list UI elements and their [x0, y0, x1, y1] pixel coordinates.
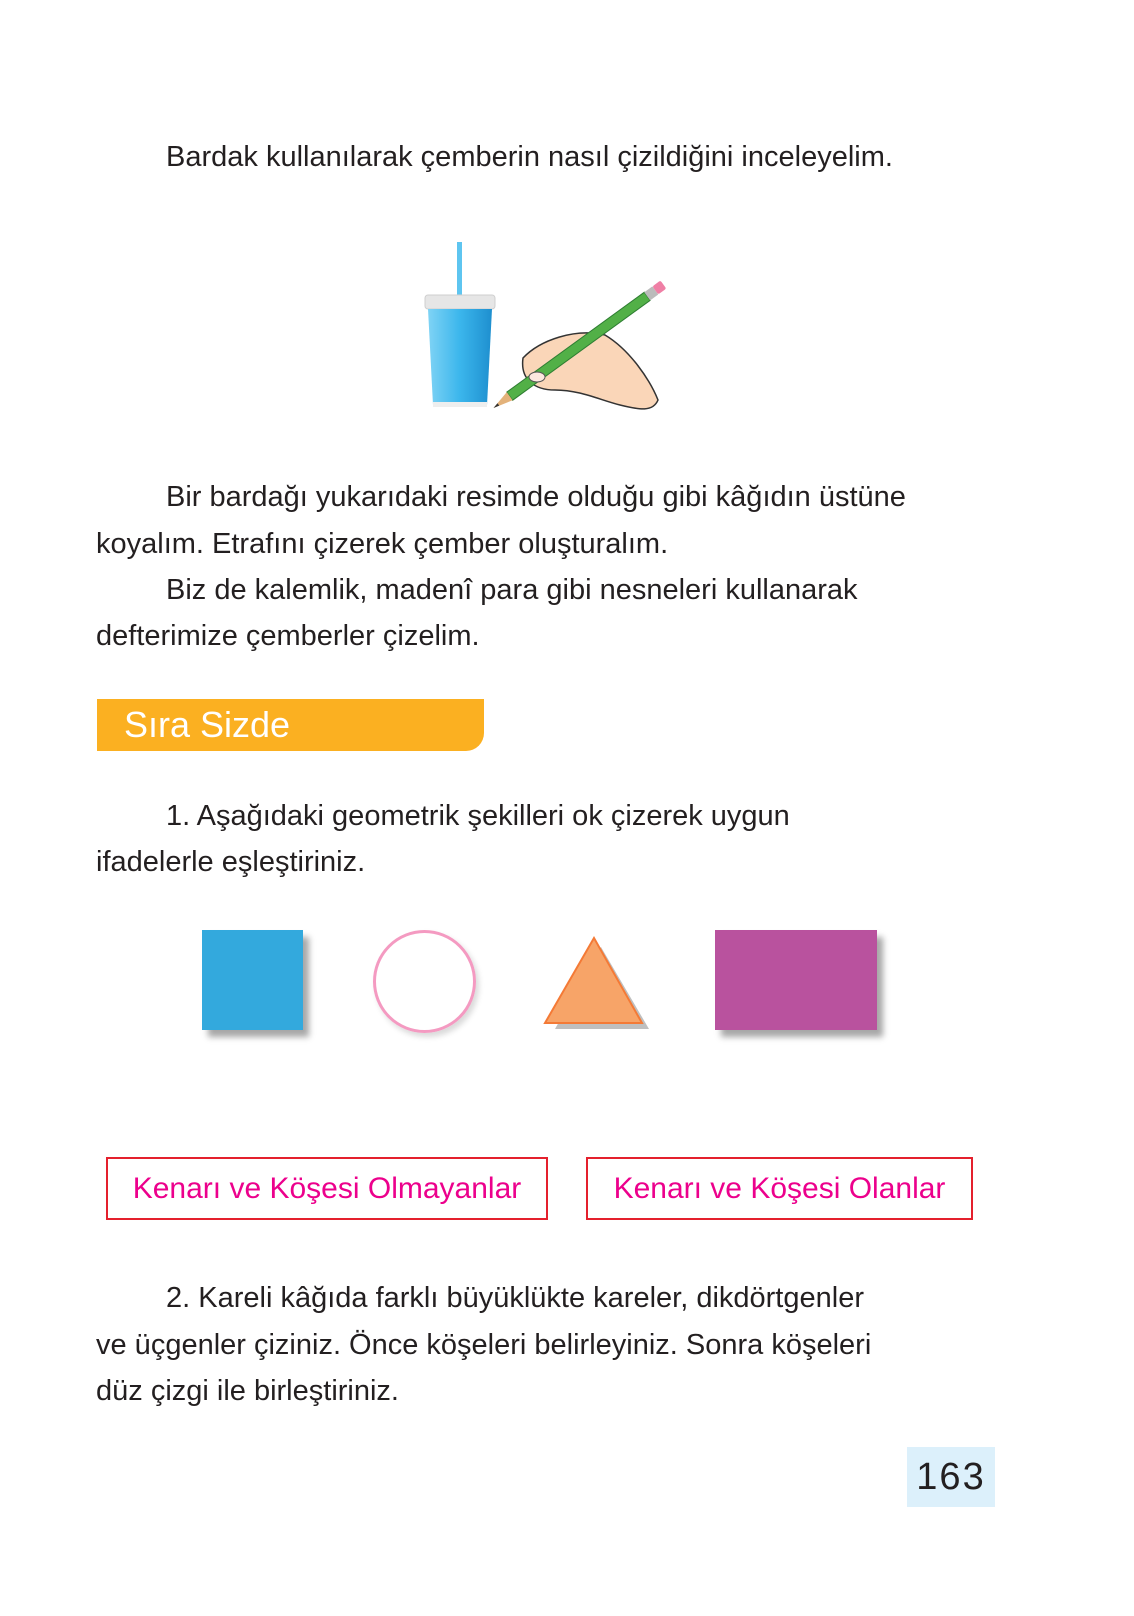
rectangle-shape — [715, 930, 877, 1030]
page-number: 163 — [907, 1447, 995, 1507]
answer-box-no-edges: Kenarı ve Köşesi Olmayanlar — [106, 1157, 548, 1220]
paragraph1-line1: Bir bardağı yukarıdaki resimde olduğu gibi kâğıdın üstüne — [166, 481, 906, 513]
paragraph1-line2: koyalım. Etrafını çizerek çember oluşturalım. — [96, 528, 669, 560]
question2-line3: düz çizgi ile birleştiriniz. — [96, 1375, 399, 1407]
answer-box-with-edges: Kenarı ve Köşesi Olanlar — [586, 1157, 973, 1220]
cup-and-pencil-illustration — [415, 240, 675, 420]
question1-line2: ifadelerle eşleştiriniz. — [96, 846, 366, 878]
triangle-shape — [540, 932, 655, 1037]
paragraph2-line1: Biz de kalemlik, madenî para gibi nesneleri kullanarak — [166, 574, 858, 606]
question2-line2: ve üçgenler çiziniz. Önce köşeleri belirleyiniz. Sonra köşeleri — [96, 1329, 872, 1361]
cup-lid-icon — [425, 295, 495, 309]
straw-icon — [457, 242, 462, 298]
section-title: Sıra Sizde — [124, 704, 291, 745]
cup-icon — [428, 309, 492, 405]
question2-line1: 2. Kareli kâğıda farklı büyüklükte kareler, dikdörtgenler — [166, 1282, 864, 1314]
section-banner — [97, 699, 484, 751]
question1-line1: 1. Aşağıdaki geometrik şekilleri ok çizerek uygun — [166, 800, 790, 832]
square-shape — [202, 930, 303, 1030]
circle-shape — [373, 930, 476, 1033]
paragraph2-line2: defterimize çemberler çizelim. — [96, 620, 480, 652]
intro-text: Bardak kullanılarak çemberin nasıl çizildiğini inceleyelim. — [166, 141, 893, 173]
